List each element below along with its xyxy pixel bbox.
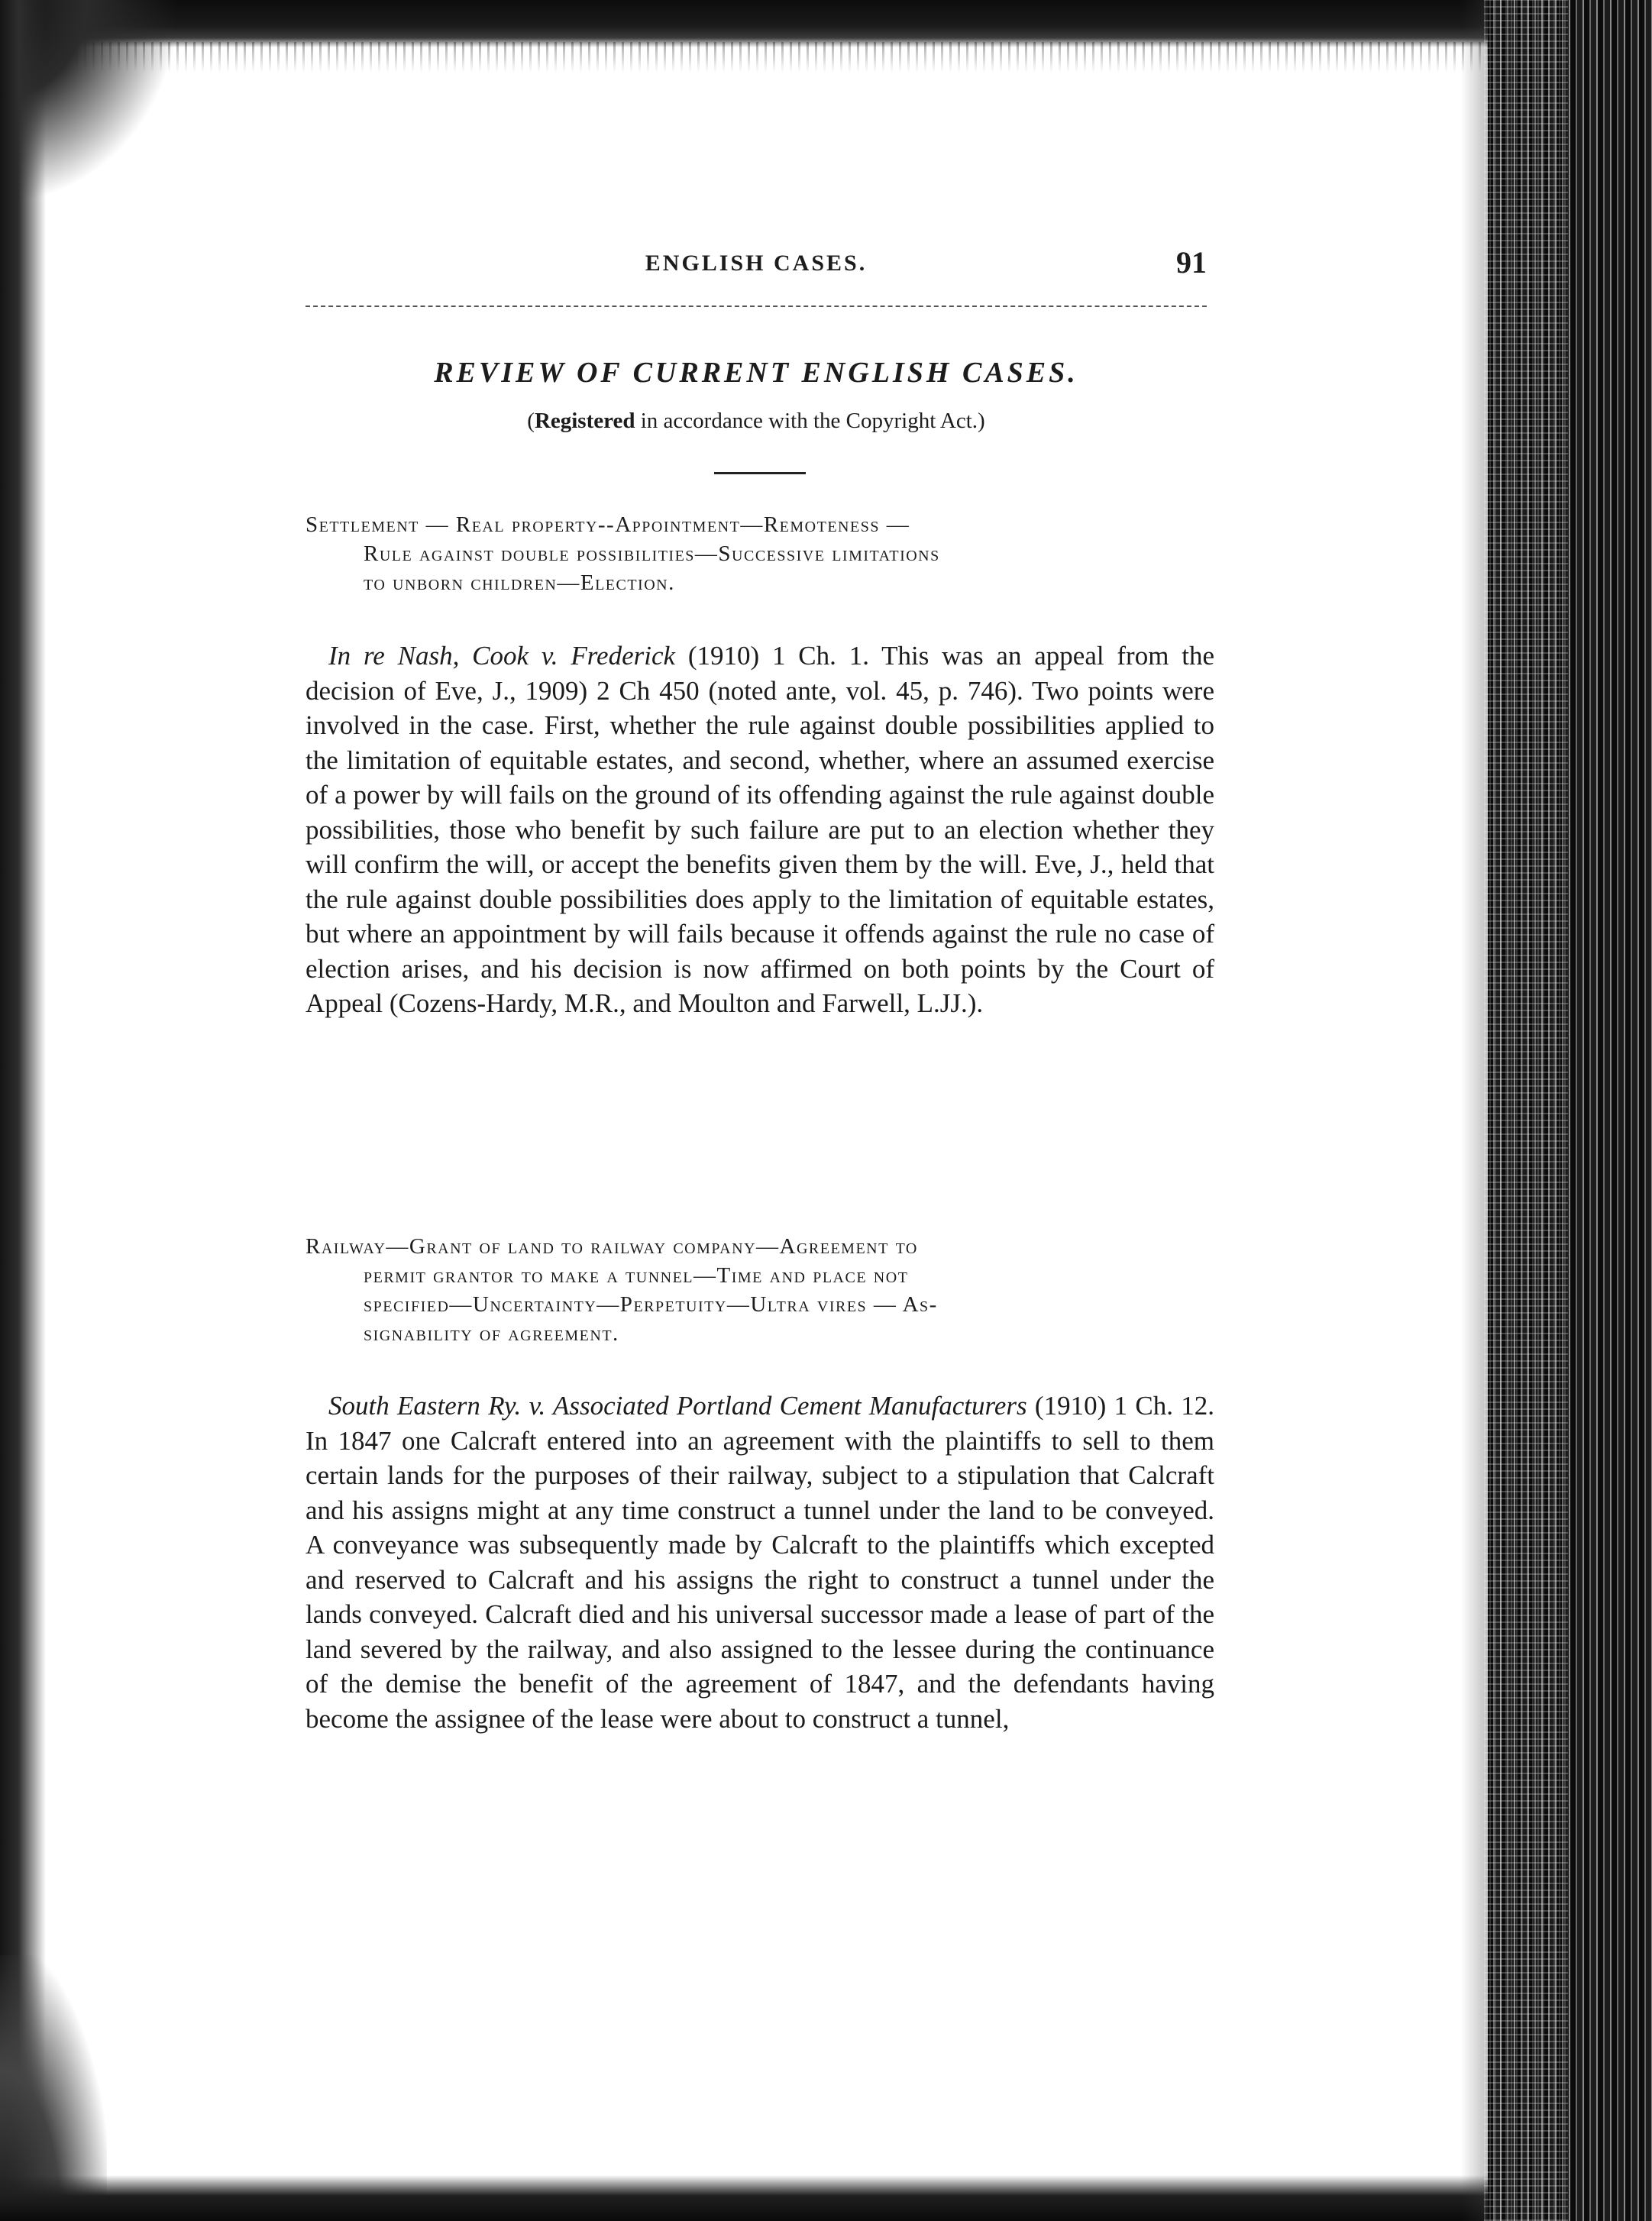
case2-headnote-line: permit grantor to make a tunnel—Time and place not	[364, 1263, 909, 1288]
scan-border-left	[0, 0, 46, 2221]
running-head-rule	[306, 306, 1207, 307]
running-head	[306, 244, 1207, 290]
case1-headnote-line: Rule against double possibilities—Successive limitations	[364, 542, 940, 566]
case2-headnote-line: signability of agreement.	[364, 1321, 619, 1346]
scan-border-top	[0, 0, 1652, 47]
title-rule	[714, 472, 806, 474]
case1-case-name: In re Nash, Cook v. Frederick	[328, 641, 676, 671]
copyright-note-open: (	[527, 409, 535, 433]
page-number: 91	[1176, 245, 1207, 280]
case2-body-text: (1910) 1 Ch. 12. In 1847 one Calcraft entered into an agreement with the plaintiffs to sell to them certain lands for the purposes of their railway, subject to a stipulation that Calcraft and his assigns might at any time construct a tunnel under the land to be conveyed. A conveyance was subsequently made by Calcraft to the plaintiffs which excepted and reserved to Calcraft and his assigns the right to construct a tunnel under the lands conveyed. Calcraft died and his universal successor made a lease of part of the land severed by the railway, and also assigned to the lessee during the continuance of the demise the benefit of the agreement of 1847, and the defendants having become the assignee of the lease were about to construct a tunnel,	[306, 1391, 1214, 1734]
article-title: REVIEW OF CURRENT ENGLISH CASES.	[434, 357, 1078, 389]
case2-headnote-line: Railway—Grant of land to railway company—Agreement to	[306, 1234, 918, 1259]
scan-noise-top	[0, 42, 1652, 73]
case1-headnote-line: Settlement — Real property--Appointment—Remoteness —	[306, 512, 910, 537]
copyright-note-bold: Registered	[534, 409, 635, 433]
case1-body-text: (1910) 1 Ch. 1. This was an appeal from the decision of Eve, J., 1909) 2 Ch 450 (noted ante, vol. 45, p. 746). Two points were involved in the case. First, whether the rule against double possibilities applied to the limitation of equitable estates, and second, whether, where an assumed exercise of a power by will fails on the ground of its offending against the rule against double possibilities, those who benefit by such failure are put to an election whether they will confirm the will, or accept the benefits given them by the will. Eve, J., held that the rule against double possibilities does apply to the limitation of equitable estates, but where an appointment by will fails because it offends against the rule no case of election arises, and his decision is now affirmed on both points by the Court of Appeal (Cozens-Hardy, M.R., and Moulton and Farwell, L.JJ.).	[306, 641, 1214, 1018]
running-head-title: ENGLISH CASES.	[645, 251, 868, 276]
case2-headnote	[306, 1232, 1214, 1348]
case1-headnote	[306, 510, 1214, 597]
scan-noise-right	[1484, 0, 1568, 2221]
case1-headnote-line: to unborn children—Election.	[364, 571, 675, 595]
copyright-note-text: in accordance with the Copyright Act.)	[635, 409, 985, 433]
copyright-note	[306, 409, 1207, 434]
scan-border-bottom	[0, 2175, 1652, 2221]
case2-case-name: South Eastern Ry. v. Associated Portland Cement Manufacturers	[328, 1391, 1027, 1421]
case1-paragraph	[306, 638, 1214, 1021]
case2-headnote-line: specified—Uncertainty—Perpetuity—Ultra vires — As-	[364, 1292, 938, 1317]
case2-paragraph	[306, 1389, 1214, 1736]
